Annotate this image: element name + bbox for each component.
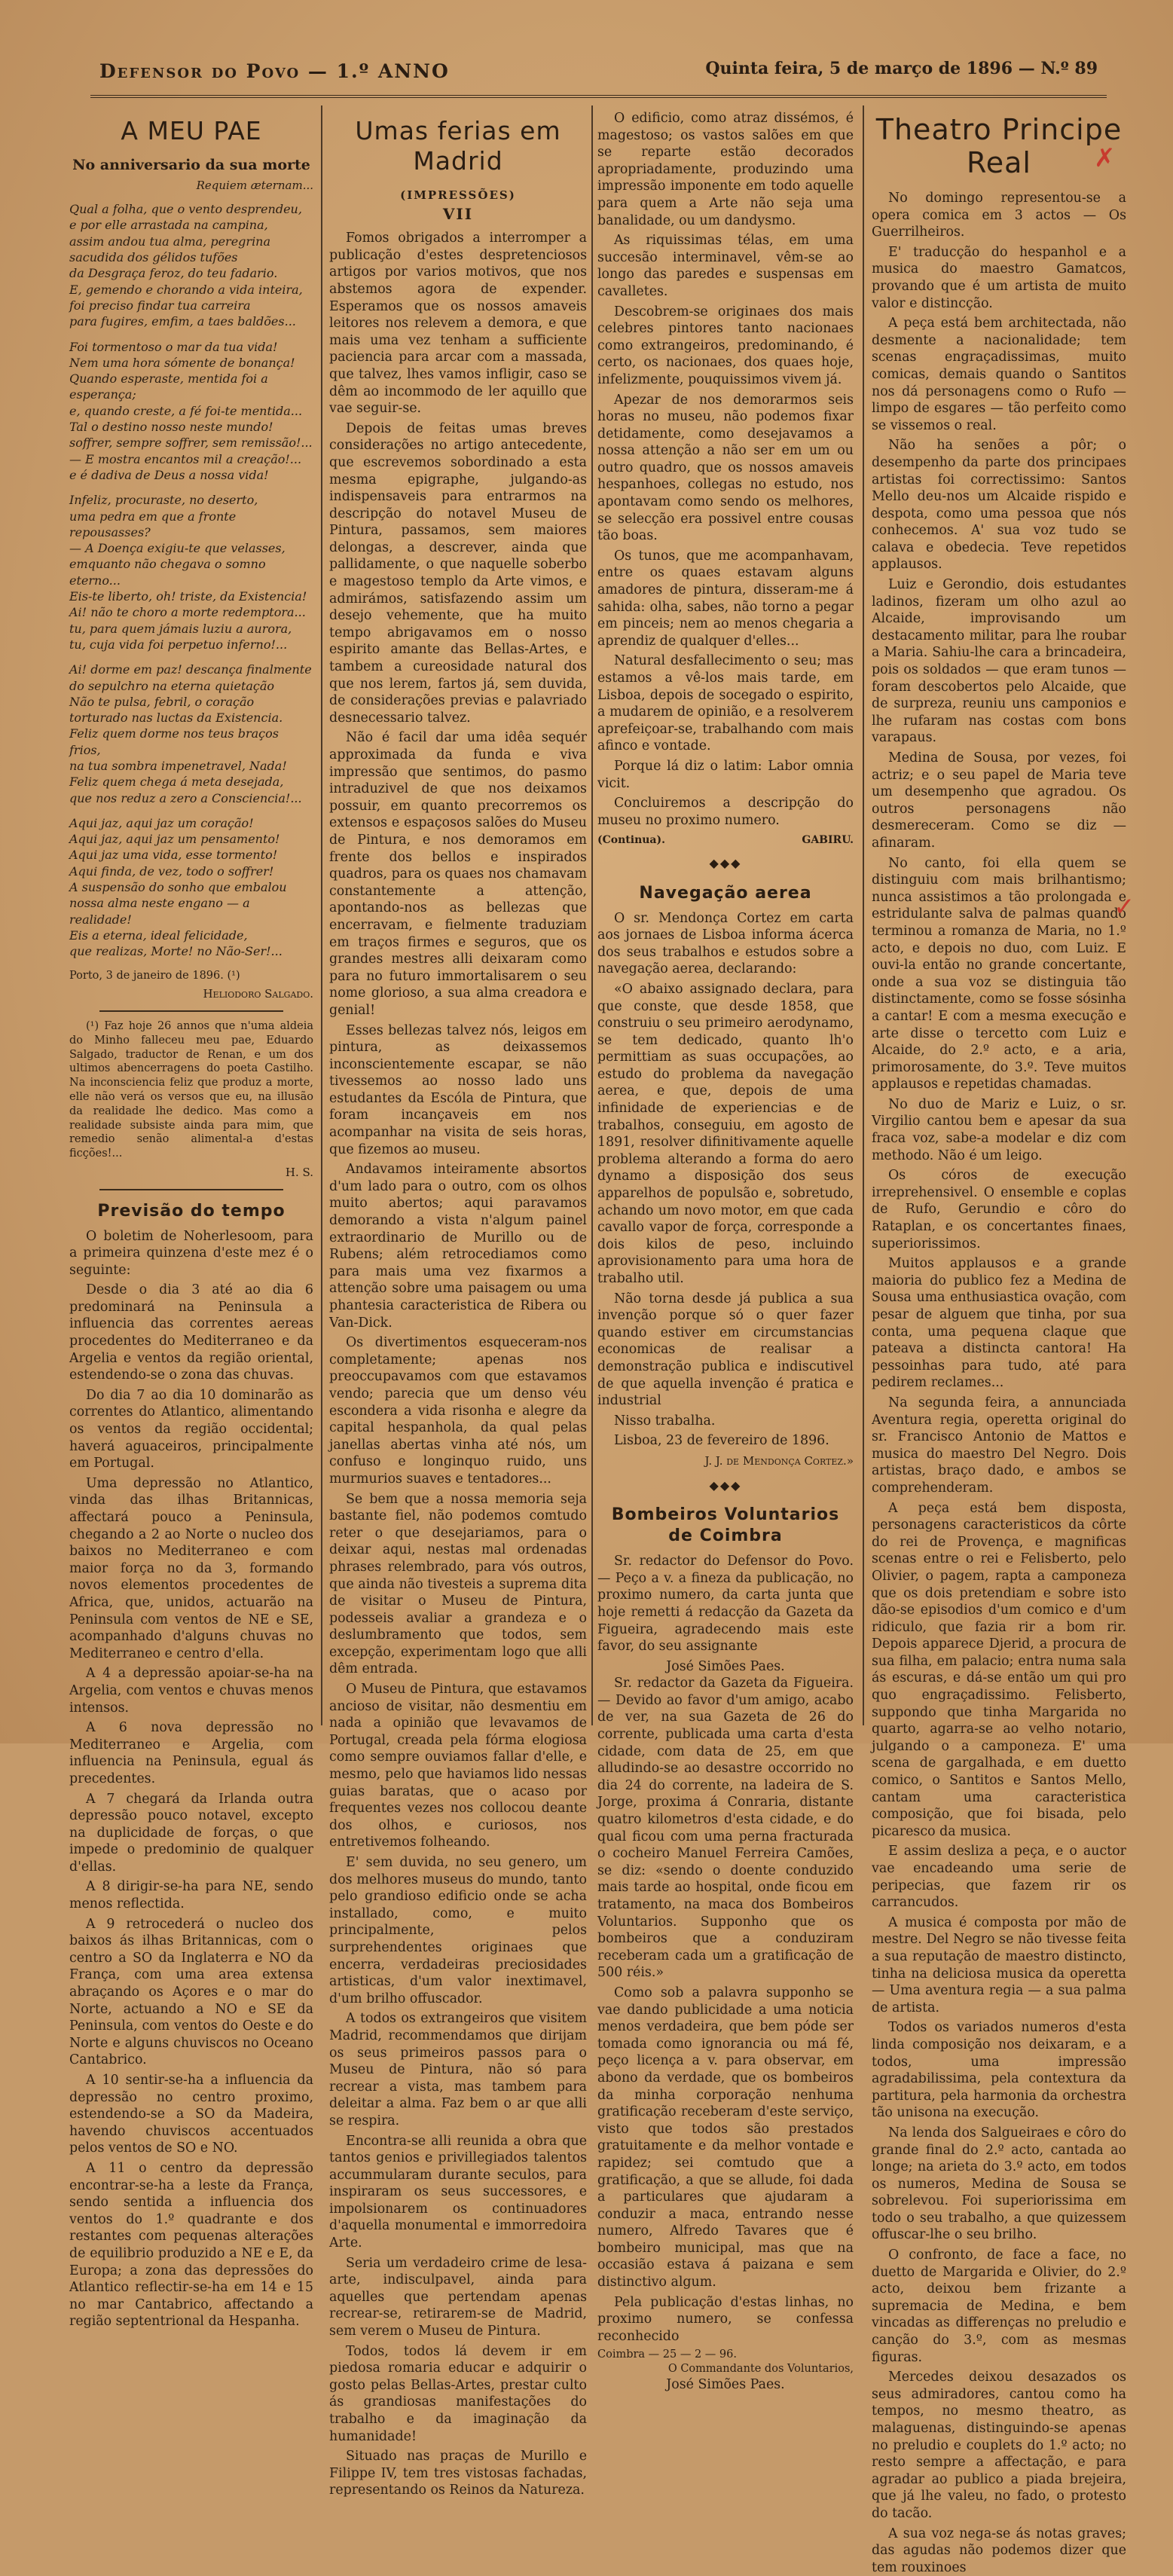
aviation-article [597,910,854,1450]
article-paragraph: O confronto, de face a face, no duetto de Margarida e Olivier, do 2.º acto, deixou bem frizante a supremacia de Medina, e bem vincadas as differenças no preludio e canção do 3.º, com as mesmas figuras. [872,2248,1126,2365]
article-paragraph: O boletim de Noherlesoom, para a primeira quinzena d'este mez é o seguinte: [69,1228,313,1278]
firemen-letter: Pela publicação d'estas linhas, no proximo numero, se confessa reconhecido [597,2294,854,2344]
article-paragraph: Todos os variados numeros d'esta linda composição nos deixaram, e a todos, uma impressão agradabilissima, pela contextura da partitura, pela harmonia da orchestra tão unisona na execução. [872,2020,1126,2121]
firemen-letter: Como sob a palavra supponho se vae dando publicidade a uma noticia menos verdadeira, que bem póde ser tomada como ignorancia ou má fé, peço licença a v. para observar, em abono da verdade, que os bombeiros da minha corporação nenhuma gratificação receberam d'este serviço, visto que todos são prestados gratuitamente e da melhor vontade e rapidez; sei comtudo que a gratificação, a que se allude, foi dada a particulares que ajudaram a conduzir a maca, entrando nesse numero, Alfredo Tavares que é bombeiro municipal, mas que na occasião estava á paizana e sem distinctivo algum. [597,1985,854,2290]
firemen-signature-2: José Simões Paes. [666,2377,785,2393]
poem-author: Heliodoro Salgado. [203,987,313,1001]
article-paragraph: A sua voz nega-se ás notas graves; das agudas não podemos dizer que tem rouxinoes [872,2526,1126,2575]
firemen-date: Coimbra — 25 — 2 — 96. [597,2348,737,2361]
ornament-divider: ◆◆◆ [709,855,742,870]
poem-place-date: Porto, 3 de janeiro de 1896. (¹) [69,969,240,982]
article-paragraph: A todos os extrangeiros que visitem Madrid, recommendamos que dirijam os seus primeiros passos para o Museu de Pintura, não só para recrear a vista, mas tambem para deleitar a alma. Faz bem o ar que alli se respira. [329,2011,587,2128]
madrid-article-continued [597,110,854,829]
article-paragraph: Porque lá diz o latim: Labor omnia vicit. [597,758,854,791]
article-paragraph: «O abaixo assignado declara, para que conste, que desde 1858, que construiu o seu primeiro aerodynamo, se tem dedicado, quanto lh'o permittiam as suas occupações, ao estudo do problema da navegação aerea, e que, depois de uma infinidade de experiencias e de trabalhos, conseguiu, em agosto de 1891, resolver difinitivamente aquelle problema alterando a forma do aero dynamo a disposição dos seus apparelhos de populsão e, sobretudo, achando um novo motor, em que cada cavallo vapor de força, corresponde a dois kilos de peso, incluindo aprovisionamento para uma hora de trabalho util. [597,981,854,1286]
column-divider [591,105,593,1725]
article-paragraph: Nisso trabalha. [614,1413,716,1429]
article-paragraph: Na segunda feira, a annunciada Aventura regia, operetta original do sr. Francisco Antonio de Mattos e musica do maestro Del Negro. Dois artistas, braço dado, e ambos se comprehenderam. [872,1395,1126,1496]
newspaper-title: Defensor do Povo — 1.º ANNO [99,60,450,82]
article-paragraph: Não ha senões a pôr; o desempenho da parte dos principaes artistas foi correctissimo: Santos Mello deu-nos um Alcaide rispido e despota, como uma pessoa que nós conhecemos. A' sua voz tudo se calava e obedecia. Teve repetidos applausos. [872,438,1126,573]
column-2 [329,110,587,2498]
poem-footnote: (¹) Faz hoje 26 annos que n'uma aldeia do Minho falleceu meu pae, Eduardo Salgado, traductor de Renan, e um dos ultimos abencerragens do poeta Castilho. Na inconsciencia feliz que produz a morte, elle não verá os versos que eu, na illusão da realidade lhe dedico. Mas como a realidade subsiste ainda para mim, que remedio senão alimental-a d'estas ficções!... [69,1019,313,1160]
article-title: Umas ferias em Madrid [355,116,561,176]
aviation-title: Navegação aerea [639,883,812,903]
firemen-title: Bombeiros Voluntarios de Coimbra [611,1505,840,1546]
divider [99,1010,283,1012]
article-paragraph: E' sem duvida, no seu genero, um dos melhores museus do mundo, tanto pelo grandioso edificio onde se acha installado, como, e muito principalmente, pelos surprehendentes originaes que encerra, verdadeiras preciosidades artisticas, d'um valor inextimavel, d'um brilho offuscador. [329,1855,587,2006]
ornament-divider: ◆◆◆ [709,1477,742,1493]
article-paragraph: A 8 dirigir-se-ha para NE, sendo menos reflectida. [69,1879,313,1912]
article-paragraph: Uma depressão no Atlantico, vinda das ilhas Britannicas, affectará pouco a Peninsula, chegando a 2 ao Norte o nucleo dos baixos no Mediterraneo e com maior força no da 3, formando novos elementos procedentes de Africa, que, unidos, actuarão na Peninsula com ventos de NE e SE, acompanhado d'alguns chuvas no Mediterraneo e centro d'ella. [69,1475,313,1661]
poem-stanza: Qual a folha, que o vento desprendeu, e por elle arrastada na campina, assim andou tua alma, peregrina sacudida dos gélidos tufões da Desgraça feroz, do teu fadario. E, gemendo e chorando a vida inteira, foi preciso findar tua carreira para fugires, emfim, a taes baldões... [69,202,303,329]
article-paragraph: Não é facil dar uma idêa sequér approximada da funda e viva impressão que sentimos, do pasmo intraduzivel de que nos deixamos possuir, em quanto precorremos os extensos e espaçosos salões do Museu de Pintura, e nos demoramos em frente dos bellos e inspirados quadros, para os quaes nos chamavam constantemente a attenção, apontando-nos as bellezas que encerravam, e fielmente traduziam em traços firmes e seguros, que os grandes mestres alli deixaram como para no futuro immortalisarem o seu nome glorioso, a sua alma creadora e genial! [329,730,587,1018]
theatre-title: Theatro Principe Real [875,113,1123,179]
madrid-article [329,230,587,2499]
weather-title: Previsão do tempo [97,1201,286,1221]
column-divider [321,105,322,1725]
divider [99,1189,283,1190]
poem-epigraph: Requiem æternam... [196,178,313,192]
article-signature: GABIRU. [802,834,854,847]
article-paragraph: A peça está bem disposta, personagens caracteristicos da côrte do rei de Provença, e magnificas scenas entre o rei e Felisberto, pelo Olivier, o pagem, rapta a camponeza que os dois pretendiam e sobre isto dão-se episodios d'um comico e d'um ridiculo, que fazia rir a bom rir. Depois apparece Djerid, a procura de sua filha, em palacio; entra numa sala ás escuras, e dá-se então um qui pro quo engraçadissimo. Felisberto, suppondo que tinha Margarida no quarto, agarra-se ao velho notario, julgando o a camponeza. E' uma scena de gargalhada, e em duetto comico, o Santitos e Santos Mello, cantam uma caracteristica composição, que foi bisada, pelo picaresco da musica. [872,1500,1126,1839]
poem-stanza: Foi tormentoso o mar da tua vida! Nem uma hora sómente de bonança! Quando esperaste, mentida foi a esperança; e, quando creste, a fé foi-te mentida... Tal o destino nosso neste mundo! soffrer, sempre soffrer, sem remissão!... — E mostra encantos mil a creação!... e é dadiva de Deus a nossa vida! [69,339,313,482]
article-paragraph: Os divertimentos esqueceram-nos completamente; apenas nos preoccupavamos com que estavamos vendo; parecia que um denso véu escondera a vida risonha e alegre da capital hespanhola, da qual pelas janellas abertas vinha até nós, um confuso e longinquo ruido, uns murmurios suaves e tentadores... [329,1335,587,1487]
article-paragraph: O edificio, como atraz dissémos, é magestoso; os vastos salões em que se reparte estão decorados apropriadamente, produzindo uma impressão imponente em todo aquelle para quem a Arte não seja uma banalidade, ou um dandysmo. [597,111,854,228]
firemen-signature-1: José Simões Paes. [666,1658,785,1674]
article-paragraph: Descobrem-se originaes dos mais celebres pintores tanto nacionaes como extrangeiros, predominando, é certo, os nacionaes, dos quaes hoje, infelizmente, pouquissimos vivem já. [597,304,854,387]
article-paragraph: No canto, foi ella quem se distinguiu com mais brilhantismo; nunca assistimos a tão prolongada e estridulante salva de palmas quando terminou a romanza de Maria, no 1.º acto, e depois no duo, com Luiz. E ouvi-la então no grande concertante, onde a sua voz se distinguia tão distinctamente, como se fosse sósinha a cantar! E com a mesma execução e arte disse o tercetto com Luiz e Alcaide, do 2.º acto, e a aria, primorosamente, do 3.º. Teve muitos applausos e repetidas chamadas. [872,855,1126,1092]
article-paragraph: No duo de Mariz e Luiz, o sr. Virgilio cantou bem e apesar da sua fraca voz, sabe-a modelar e diz com methodo. Não é um leigo. [872,1096,1126,1163]
red-x-mark: ✗ [1094,143,1116,173]
article-paragraph: A peça está bem architectada, não desmente a nacionalidade; tem scenas engraçadissimas, muito comicas, demais quando o Santitos nos dá personagens como o Rufo — limpo de esgares — tão perfeito como se vissemos o real. [872,316,1126,433]
article-paragraph: Lisboa, 23 de fevereiro de 1896. [614,1433,829,1449]
poem-title: A MEU PAE [121,116,262,145]
article-paragraph: Esses bellezas talvez nós, leigos em pintura, as deixassemos inconscientemente escapar, se não tivessemos ao nosso lado uns estudantes da Escóla de Pintura, que foram incançaveis em nos acompanhar na visita de seis horas, que fizemos ao museu. [329,1022,587,1157]
article-paragraph: E' traducção do hespanhol e a musica do maestro Gamatcos, provando que é um artista de muito valor e distincção. [872,244,1126,311]
article-paragraph: A 4 a depressão apoiar-se-ha na Argelia, com ventos e chuvas menos intensos. [69,1666,313,1716]
footnote-signature: H. S. [285,1165,313,1179]
column-1 [69,110,313,2330]
article-paragraph: Seria um verdadeiro crime de lesa-arte, indisculpavel, ainda para aquelles que pertendam apenas recrear-se, retirarem-se de Madrid, sem verem o Museu de Pintura. [329,2255,587,2339]
article-paragraph: E assim desliza a peça, e o auctor vae encadeando uma serie de peripecias, que fazem rir os carrancudos. [872,1844,1126,1911]
article-paragraph: A 6 nova depressão no Mediterraneo e Argelia, com influencia na Peninsula, egual ás precedentes. [69,1720,313,1786]
aviation-signature: J. J. de Mendonça Cortez.» [704,1453,854,1468]
column-4 [872,110,1126,2575]
article-paragraph: A 10 sentir-se-ha a influencia da depressão no centro proximo, estendendo-se a SO da Madeira, havendo chuviscos accentuados pelos ventos de SO e NO. [69,2073,313,2156]
article-paragraph: Se bem que a nossa memoria seja bastante fiel, não podemos comtudo reter o que desejariamos, para o deixar aqui, nestas mal ordenadas phrases relembrado, para vós outros, que ainda não tivesteis a suprema dita de visitar o Museu de Pintura, podesseis avaliar a grandeza e o deslumbramento que todos, sem excepção, experimentam logo que alli dêm entrada. [329,1491,587,1677]
article-paragraph: Desde o dia 3 até ao dia 6 predominará na Peninsula a influencia das correntes aereas procedentes do Mediterraneo e da Argelia e ventos da região oriental, estendendo-se o zona das chuvas. [69,1282,313,1383]
article-paragraph: As riquissimas télas, em uma succesão interminavel, vêm-se ao longo das paredes e suspensas em cavalletes. [597,233,854,299]
article-paragraph: Na lenda dos Salgueiraes e côro do grande final do 2.º acto, cantada ao longe; na arieta do 3.º acto, em todos os numeros, Medina de Sousa se sobrelevou. Foi superiorissima em todo o seu trabalho, a que quizessem offuscar-lhe o seu brilho. [872,2125,1126,2243]
article-paragraph: A 9 retrocederá o nucleo dos baixos ás ilhas Britannicas, com o centro a SO da Inglaterra e NO da França, com uma area extensa abraçando os Açores e o mar do Norte, actuando a NO e SE da Peninsula, com ventos do Oeste e do Norte e alguns chuviscos no Oceano Cantabrico. [69,1916,313,2068]
poem-stanza: Infeliz, procuraste, no deserto, uma pedra em que a fronte repousasses? — A Doença exigiu-te que velasses, emquanto não chegava o somno eterno... Eis-te liberto, oh! triste, da Existencia! Ai! não te choro a morte redemptora... tu, para quem jámais luziu a aurora, tu, cuja vida foi perpetuo inferno!... [69,493,307,652]
firemen-role: O Commandante dos Voluntarios, [667,2363,854,2376]
article-paragraph: Os córos de execução irreprehensivel. O ensemble e coplas de Rufo, Gerundio e côro do Rataplan, e os concertantes finaes, superiorissimos. [872,1168,1126,1251]
masthead [90,50,1107,98]
continua-label: (Continua). [597,834,665,847]
article-paragraph: Do dia 7 ao dia 10 dominarão as correntes do Atlantico, alimentando os ventos da região occidental; haverá aguaceiros, principalmente em Portugal. [69,1387,313,1471]
article-paragraph: Mercedes deixou desazados os seus admiradores, cantou como ha tempos, no mesmo theatro, as malaguenas, distinguindo-se apenas no preludio e couplets do 1.º acto; no resto sempre a affectação, e para agradar ao publico a piada brejeira, que já lhe valeu, no fado, o protesto do tacão. [872,2370,1126,2521]
article-paragraph: Natural desfallecimento o seu; mas estamos a vê-los mais tarde, em Lisboa, depois de socegado o espirito, a mudarem de opinião, e a resolverem aprefeiçoar-se, trabalhando com mais afinco e vontade. [597,653,854,754]
article-paragraph: No domingo representou-se a opera comica em 3 actos — Os Guerrilheiros. [872,191,1126,240]
article-paragraph: A 11 o centro da depressão encontrar-se-ha a leste da França, sendo sentida a influencia dos ventos do 1.º quadrante e dos restantes com pequenas alterações de equilibrio produzido a NE e E, da Europa; a zona das depressões do Atlantico reflectir-se-ha em 14 e 15 no mar Cantabrico, affectando a região septentrional da Hespanha. [69,2160,313,2330]
continuation-line [597,832,854,849]
issue-date-number: Quinta feira, 5 de março de 1896 — N.º 89 [705,59,1098,78]
article-paragraph: Muitos applausos e a grande maioria do publico fez a Medina de Sousa uma enthusiastica ovação, com pesar de alguem que tinha, por sua conta, uma pequena claque que pateava a distincta cantora! Ha pessoinhas para tudo, até para pedirem reclames... [872,1256,1126,1391]
article-paragraph: Fomos obrigados a interromper a publicação d'estes despretenciosos artigos por varios motivos, que nos abstemos agora de expender. Esperamos que os nossos amaveis leitores nos relevem a demora, e que mais uma vez tenham a sufficiente paciencia para arcar com a massada, que talvez, lhes vamos infligir, caso se dêm ao incommodo de ler aquillo que vae seguir-se. [329,231,587,417]
column-divider [863,105,864,1725]
article-paragraph: Concluiremos a descripção do museu no proximo numero. [597,796,854,828]
article-paragraph: Apezar de nos demorarmos seis horas no museu, não podemos fixar detidamente, como desejavamos a nossa attenção a não ser em um ou outro quadro, que os nossos amaveis hespanhoes, collegas no estudo, nos apontavam como sendo os melhores, se selecção era possivel entre cousas tão boas. [597,392,854,544]
poem-subtitle: No anniversario da sua morte [72,157,310,173]
article-paragraph: Os tunos, que me acompanhavam, entre os quaes estavam alguns amadores de pintura, disseram-me á sahida: olha, sabes, não torno a pegar em pinceis; nem ao menos chegaria a aprendiz de qualquer d'elles... [597,548,854,649]
article-paragraph: O sr. Mendonça Cortez em carta aos jornaes de Lisboa informa ácerca dos seus trabalhos e estudos sobre a navegação aerea, declarando: [597,910,854,977]
article-paragraph: Todos, todos lá devem ir em piedosa romaria educar e adquirir o gosto pelas Bellas-Artes, prestar culto ás grandiosas manifestações do trabalho e da imaginação da humanidade! [329,2343,587,2444]
article-paragraph: A musica é composta por mão de mestre. Del Negro se não tivesse feita a sua reputação de maestro distincto, tinha na deliciosa musica da operetta — Uma aventura regia — a sua palma de artista. [872,1914,1126,2015]
poem-stanza: Aqui jaz, aqui jaz um coração! Aqui jaz, aqui jaz um pensamento! Aqui jaz uma vida, esse tormento! Aqui finda, de vez, todo o soffrer! A suspensão do sonho que embalou nossa alma neste engano — a realidade! Eis a eterna, ideal felicidade, que realizas, Morte! no Não-Ser!... [69,815,287,959]
article-paragraph: Andavamos inteiramente absortos d'um lado para o outro, com os olhos muito abertos; aqui paravamos demorando a vista n'algum painel extraordinario de Murillo ou de Rubens; além retrocediamos como para mais uma vez fixarmos a attenção sobre uma paisagem ou uma phantesia caracteristica de Ribera ou Van-Dick. [329,1162,587,1331]
article-paragraph: O Museu de Pintura, que estavamos ancioso de visitar, não desmentiu em nada a opinião que levavamos de Portugal, creada pela fórma elogiosa como sempre ouviamos fallar d'elle, e mesmo, pelo que haviamos lido nessas guias baratas, que o acaso por frequentes vezes nos collocou deante dos olhos, e curiosos, nos entretivemos folheando. [329,1682,587,1850]
theatre-article [872,190,1126,2576]
firemen-intro: Sr. redactor do Defensor do Povo. — Peço a v. a fineza da publicação, no proximo numero, da carta junta que hoje remetti á redacção da Gazeta da Figueira, agradecendo mais este favor, do seu assignante [597,1554,854,1655]
article-paragraph: Depois de feitas umas breves considerações no artigo antecedente, que escrevemos sobordinado a esta mesma epigraphe, julgando-as indispensaveis para entrarmos na descripção do notavel Museu de Pintura, passamos, sem maiores delongas, a descrever, ainda que pallidamente, o que naquelle soberbo e magestoso templo da Arte vimos, e admirámos, satisfazendo assim um desejo vehemente, que ha muito tempo abrigavamos em o nosso espirito amante das Bellas-Artes, e tambem a cureosidade natural dos que nos lerem, fartos já, sem duvida, de considerações previas e palavriado desnecessario talvez. [329,420,587,726]
article-paragraph: Situado nas praças de Murillo e Filippe IV, tem tres vistosas fachadas, representando os Reinos da Natureza. [329,2449,587,2498]
red-check-mark: ✓ [1113,892,1135,922]
article-paragraph: Não torna desde já publica a sua invenção porque só o quer fazer quando estiver em circumstancias economicas de realisar a demonstração publica e indiscutivel de que aquella invenção é pratica e industrial [597,1291,854,1409]
article-subtitle: (IMPRESSÕES) [400,188,516,202]
article-paragraph: Medina de Sousa, por vezes, foi actriz; e o seu papel de Maria teve um desempenho que agradou. Os outros personagens não desmereceram. Como se diz — afinaram. [872,750,1126,851]
firemen-letter: Sr. redactor da Gazeta da Figueira. — Devido ao favor d'um amigo, acabo de ver, na sua Gazeta de 26 do corrente, publicada uma carta d'esta cidade, com data de 25, em que alludindo-se ao desastre occorrido no dia 24 do corrente, na ladeira de S. Jorge, proxima á Conraria, distante quatro kilometros d'esta cidade, e do qual ficou com uma perna fracturada o cocheiro Manuel Ferreira Camões, se diz: «sendo o doente conduzido mais tarde ao hospital, onde ficou em tratamento, na maca dos Bombeiros Voluntarios. Supponho que os bombeiros que a conduziram receberam cada um a gratificação de 500 réis.» [597,1676,854,1981]
weather-article [69,1228,313,2330]
poem-stanza: Ai! dorme em paz! descança finalmente do sepulchro na eterna quietação Não te pulsa, febril, o coração torturado nas luctas da Existencia. Feliz quem dorme nos teus braços frios, na tua sombra impenetravel, Nada! Feliz quem chega á meta desejada, que nos reduz a zero a Consciencia!... [69,662,312,805]
article-paragraph: Luiz e Gerondio, dois estudantes ladinos, fizeram um olho azul ao Alcaide, improvisando um destacamento militar, para lhe roubar a Maria. Sahiu-lhe cara a brincadeira, pois os soldados — que eram tunos — foram descobertos pelo Alcaide, que de surpreza, reuniu uns camponios e lhe rufaram nas costas com bons varapaus. [872,577,1126,746]
chapter-number: VII [442,204,474,223]
article-paragraph: Encontra-se alli reunida a obra que tantos genios e privillegiados talentos accummularam durante seculos, para inspiraram os seus successores, e impolsionarem os continuadores d'aquella monumental e immorredoira Arte. [329,2133,587,2251]
article-paragraph: A 7 chegará da Irlanda outra depressão pouco notavel, excepto na duplicidade de forças, o que impede o predominio de qualquer d'ellas. [69,1791,313,1875]
poem-body [69,201,313,959]
column-3 [597,110,854,2393]
